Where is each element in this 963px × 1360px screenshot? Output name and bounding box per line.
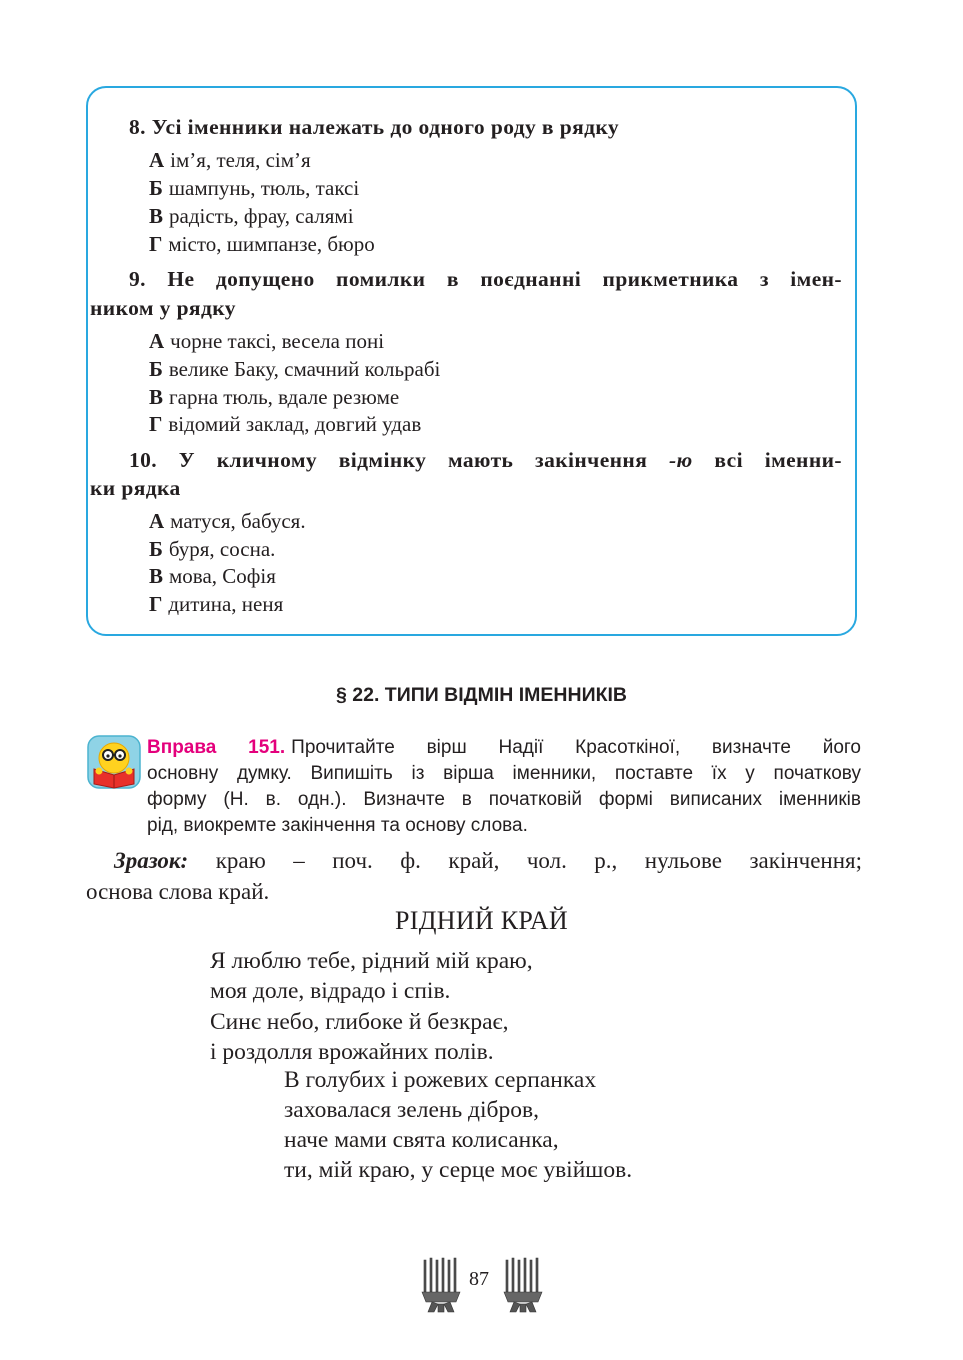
poem-line: і роздолля врожайних полів. — [210, 1039, 494, 1065]
exercise-line-1: Вправа 151. Прочитайте вірш Надії Красоткіної, визначте його — [147, 737, 861, 758]
question-9-option-a: А чорне таксі, весела поні — [149, 329, 385, 353]
poem-title: РІДНИЙ КРАЙ — [394, 906, 568, 935]
question-9-option-b: Б велике Баку, смачний кольрабі — [149, 357, 441, 381]
exercise-label: Вправа 151. — [147, 737, 286, 758]
exercise-line-4: рід, виокремте закінчення та основу слова. — [147, 815, 528, 836]
poem-line: моя доле, відрадо і спів. — [210, 978, 451, 1004]
question-10-option-b: Б буря, сосна. — [149, 537, 276, 561]
right-ornament-icon — [500, 1256, 546, 1316]
left-ornament-icon — [418, 1256, 464, 1316]
exercise-line-2: основну думку. Випишіть із вірша іменники, поставте їх у початкову — [147, 763, 861, 784]
question-9-title: 9. Не допущено помилки в поєднанні прикметника з імен- — [129, 267, 842, 291]
question-9-option-d: Г відомий заклад, довгий удав — [149, 412, 422, 436]
poem-line: заховалася зелень дібров, — [284, 1097, 539, 1123]
question-8-option-b: Б шампунь, тюль, таксі — [149, 176, 360, 200]
page-number: 87 — [469, 1268, 489, 1290]
question-9-option-c: В гарна тюль, вдале резюме — [149, 385, 400, 409]
question-8-option-d: Г місто, шимпанзе, бюро — [149, 232, 375, 256]
poem-line: В голубих і рожевих серпанках — [284, 1067, 597, 1093]
question-8-title: 8. Усі іменники належать до одного роду в рядку — [129, 115, 620, 139]
question-10-title: 10. У кличному відмінку мають закінчення -ю всі іменни- — [129, 448, 842, 472]
sample-label: Зразок: — [114, 848, 189, 873]
question-8-option-a: А ім’я, теля, сім’я — [149, 148, 311, 172]
question-10-option-a: А матуся, бабуся. — [149, 509, 306, 533]
question-10-title-cont: ки рядка — [90, 476, 181, 500]
question-10-option-d: Г дитина, неня — [149, 592, 284, 616]
sample-line-1: Зразок: краю – поч. ф. край, чол. р., нульове закінчення; — [114, 848, 863, 873]
exercise-line-3: форму (Н. в. одн.). Визначте в початковій формі виписаних іменників — [147, 789, 861, 810]
reading-smiley-icon — [87, 735, 141, 789]
sample-line-2: основа слова край. — [86, 879, 270, 904]
poem-line: ти, мій краю, у серце моє увійшов. — [284, 1157, 633, 1183]
question-10-option-c: В мова, Софія — [149, 564, 276, 588]
section-title: § 22. ТИПИ ВІДМІН ІМЕННИКІВ — [336, 684, 627, 706]
poem-line: наче мами свята колисанка, — [284, 1127, 559, 1153]
question-9-title-cont: ником у рядку — [90, 296, 236, 320]
poem-line: Я люблю тебе, рідний мій краю, — [210, 948, 533, 974]
question-8-option-c: В радість, фрау, салямі — [149, 204, 354, 228]
poem-line: Синє небо, глибоке й безкрає, — [210, 1009, 509, 1035]
